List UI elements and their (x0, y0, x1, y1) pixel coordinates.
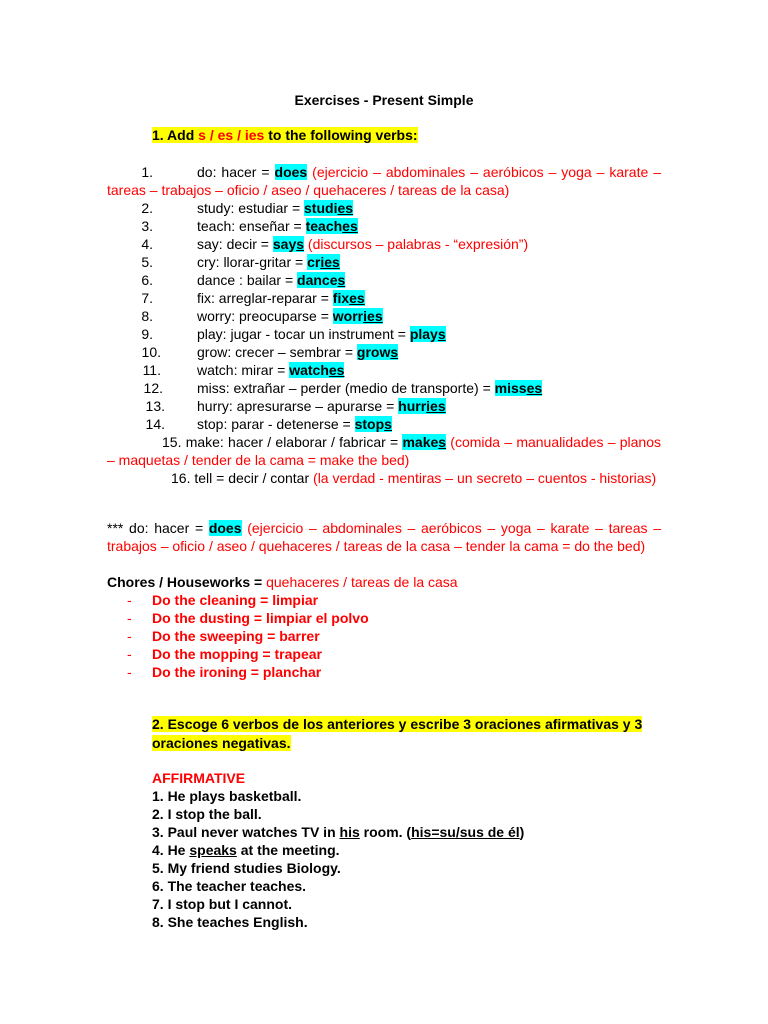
verb-number: 5. (141, 254, 153, 270)
verb-list (107, 163, 661, 487)
verb-definition: hurry: apresurarse – apurarse = (197, 398, 399, 414)
verb-answer: fixes (332, 290, 365, 306)
verb-answer: worries (332, 308, 383, 324)
verb-answer: grows (356, 344, 399, 360)
verb-item-12 (107, 379, 661, 397)
sentence-2: 2. I stop the ball. (152, 806, 262, 822)
verb-definition: stop: parar - detenerse = (197, 416, 355, 432)
affirmative-heading: AFFIRMATIVE (152, 770, 246, 786)
verb-number: 9. (141, 326, 153, 342)
verb-item-9 (107, 325, 661, 343)
section-1-heading (152, 127, 418, 143)
verb-item-6 (107, 271, 661, 289)
verb-item-14 (107, 415, 661, 433)
chores-translation: quehaceres / tareas de la casa (266, 574, 458, 590)
verb-definition: play: jugar - tocar un instrument = (197, 326, 410, 342)
verb-definition: 15. make: hacer / elaborar / fabricar = (162, 434, 403, 450)
verb-answer: cries (307, 254, 340, 270)
verb-definition: fix: arreglar-reparar = (197, 290, 333, 306)
verb-usage: (la verdad - mentiras – un secreto – cuentos - historias) (313, 470, 657, 486)
verb-item-8 (107, 307, 661, 325)
verb-number: 10. (141, 344, 161, 360)
sentence-8: 8. She teaches English. (152, 914, 308, 930)
verb-number: 6. (141, 272, 153, 288)
verb-answer: says (272, 236, 305, 252)
note-definition: *** do: hacer = (107, 520, 209, 536)
verb-definition: study: estudiar = (197, 200, 305, 216)
chore-item: - Do the cleaning = limpiar (127, 592, 319, 608)
verb-item-15 (107, 433, 661, 469)
verb-definition: 16. tell = decir / contar (171, 470, 314, 486)
verb-usage: (comida – manualidades – planos – maquetas / tender de la cama = make the bed) (107, 434, 661, 468)
chores-heading: Chores / Houseworks = quehaceres / tareas de la casa (107, 574, 458, 590)
verb-answer: dances (297, 272, 346, 288)
page-title: Exercises - Present Simple (294, 92, 474, 108)
verb-definition: dance : bailar = (197, 272, 298, 288)
sentence-1: 1. He plays basketball. (152, 788, 302, 804)
verb-number: 12. (143, 380, 163, 396)
verb-definition: say: decir = (197, 236, 273, 252)
verb-number: 13. (145, 398, 165, 414)
verb-number: 1. (141, 164, 153, 180)
verb-item-5 (107, 253, 661, 271)
verb-number: 14. (145, 416, 165, 432)
verb-answer: stops (354, 416, 392, 432)
section-1-suffix: to the following verbs: (264, 127, 418, 143)
verb-item-7 (107, 289, 661, 307)
sentence-4: 4. He speaks at the meeting. (152, 842, 340, 858)
verb-definition: watch: mirar = (197, 362, 290, 378)
verb-answer: hurries (398, 398, 446, 414)
verb-answer: makes (402, 434, 447, 450)
verb-answer: studies (304, 200, 354, 216)
verb-number: 2. (141, 200, 153, 216)
verb-item-11 (107, 361, 661, 379)
verb-item-3 (107, 217, 661, 235)
verb-answer: teaches (305, 218, 358, 234)
verb-definition: miss: extrañar – perder (medio de transporte) = (197, 380, 495, 396)
affirmative-list (152, 787, 524, 931)
chore-item: - Do the sweeping = barrer (127, 628, 320, 644)
do-note (107, 519, 661, 555)
verb-item-16 (107, 469, 661, 487)
sentence-3: 3. Paul never watches TV in his room. (his=su/sus de él) (152, 824, 525, 840)
verb-number: 8. (141, 308, 153, 324)
verb-answer: does (274, 164, 308, 180)
section-1-prefix: 1. Add (152, 127, 199, 143)
section-2-heading: 2. Escoge 6 verbos de los anteriores y escribe 3 oraciones afirmativas y 3 oraciones negativas. (152, 716, 643, 751)
verb-answer: plays (409, 326, 446, 342)
sentence-6: 6. The teacher teaches. (152, 878, 307, 894)
verb-usage: (discursos – palabras - “expresión”) (304, 236, 529, 252)
verb-item-1 (107, 163, 661, 199)
verb-definition: teach: enseñar = (197, 218, 306, 234)
verb-definition: grow: crecer – sembrar = (197, 344, 357, 360)
verb-item-10 (107, 343, 661, 361)
verb-number: 3. (141, 218, 153, 234)
verb-answer: misses (494, 380, 543, 396)
verb-definition: worry: preocuparse = (197, 308, 333, 324)
verb-definition: do: hacer = (197, 164, 275, 180)
chore-item: - Do the mopping = trapear (127, 646, 322, 662)
verb-item-4 (107, 235, 661, 253)
verb-number: 4. (141, 236, 153, 252)
verb-item-13 (107, 397, 661, 415)
chore-item: - Do the dusting = limpiar el polvo (127, 610, 369, 626)
verb-number: 11. (142, 362, 161, 378)
sentence-7: 7. I stop but I cannot. (152, 896, 292, 912)
note-usage: (ejercicio – abdominales – aeróbicos – yoga – karate – tareas – trabajos – oficio / aseo / quehaceres / tareas de la casa – tender la cama = do the bed) (107, 520, 661, 554)
verb-definition: cry: llorar-gritar = (197, 254, 308, 270)
chores-list (127, 591, 369, 681)
verb-answer: watches (289, 362, 345, 378)
chore-item: - Do the ironing = planchar (127, 664, 322, 680)
verb-usage: (ejercicio – abdominales – aeróbicos – yoga – karate – tareas – trabajos – oficio / aseo / quehaceres / tareas de la casa) (107, 164, 662, 198)
verb-item-2 (107, 199, 661, 217)
note-answer: does (208, 520, 242, 536)
sentence-5: 5. My friend studies Biology. (152, 860, 341, 876)
verb-number: 7. (141, 290, 153, 306)
section-1-endings: s / es / ies (198, 127, 265, 143)
